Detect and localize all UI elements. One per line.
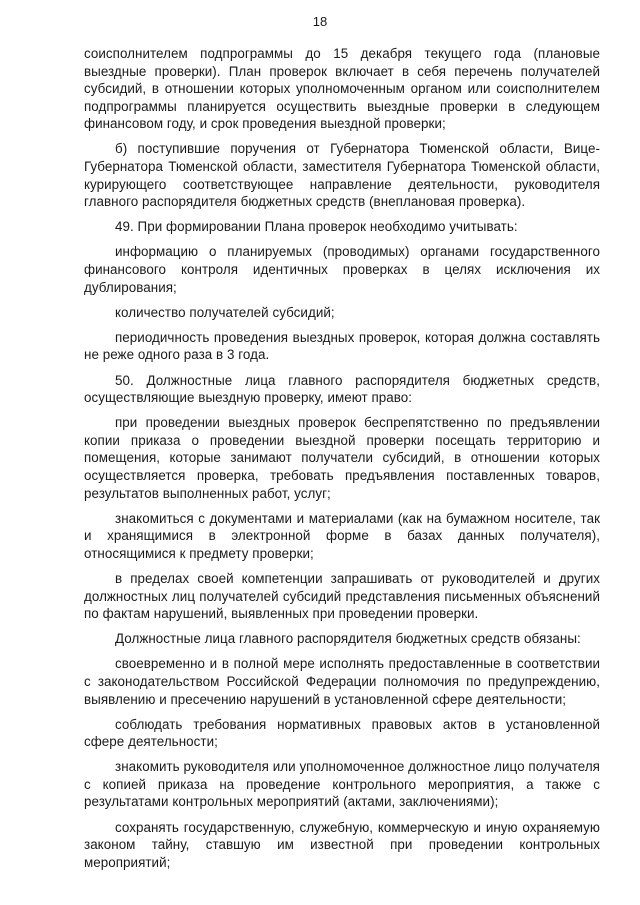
- page-number: 18: [312, 14, 328, 29]
- list-item: информацию о планируемых (проводимых) органами государственного финансового контроля идентичных проверках в целях исключения их дублирования;: [84, 244, 600, 295]
- paragraph-continuation: соисполнителем подпрограммы до 15 декабря текущего года (плановые выездные проверки). План проверок включает в себя перечень получателей субсидий, в отношении которых уполномоченным органом или соисполнителем подпрограммы планируется осуществить выездные проверки в следующем финансовом году, и срок проведения выездной проверки;: [84, 46, 600, 132]
- paragraph-obligations-intro: Должностные лица главного распорядителя бюджетных средств обязаны:: [115, 631, 581, 647]
- list-item: соблюдать требования нормативных правовых актов в установленной сфере деятельности;: [84, 716, 600, 750]
- list-item: своевременно и в полной мере исполнять предоставленные в соответствии с законодательством Российской Федерации полномочия по предупреждению, выявлению и пресечению нарушений в установленной сфере деятельности;: [84, 656, 600, 707]
- list-item: количество получателей субсидий;: [115, 304, 335, 320]
- paragraph-item-b: б) поступившие поручения от Губернатора Тюменской области, Вице-Губернатора Тюменской области, заместителя Губернатора Тюменской области, курирующего соответствующее направление деятельности, руководителя главного распорядителя бюджетных средств (внеплановая проверка).: [84, 141, 600, 210]
- paragraph-49: 49. При формировании Плана проверок необходимо учитывать:: [115, 219, 518, 235]
- paragraph-50: 50. Должностные лица главного распорядителя бюджетных средств, осуществляющие выездную проверку, имеют право:: [84, 372, 600, 406]
- list-item: сохранять государственную, служебную, коммерческую и иную охраняемую законом тайну, ставшую им известной при проведении контрольных мероприятий;: [84, 819, 600, 870]
- document-body: [84, 45, 600, 879]
- list-item: знакомиться с документами и материалами (как на бумажном носителе, так и хранящимися в электронной форме в базах данных получателя), относящимися к предмету проверки;: [84, 510, 600, 561]
- list-item: в пределах своей компетенции запрашивать от руководителей и других должностных лиц получателей субсидий представления письменных объяснений по фактам нарушений, выявленных при проведении проверки.: [84, 570, 600, 622]
- list-item: при проведении выездных проверок беспрепятственно по предъявлении копии приказа о проведении выездной проверки посещать территорию и помещения, которые занимают получатели субсидий, в отношении которых осуществляется проверка, требовать предъявления поставленных товаров, результатов выполненных работ, услуг;: [84, 415, 600, 501]
- list-item: периодичность проведения выездных проверок, которая должна составлять не реже одного раза в 3 года.: [84, 329, 600, 363]
- list-item: знакомить руководителя или уполномоченное должностное лицо получателя с копией приказа на проведение контрольного мероприятия, а также с результатами контрольных мероприятий (актами, заключениями);: [84, 759, 600, 810]
